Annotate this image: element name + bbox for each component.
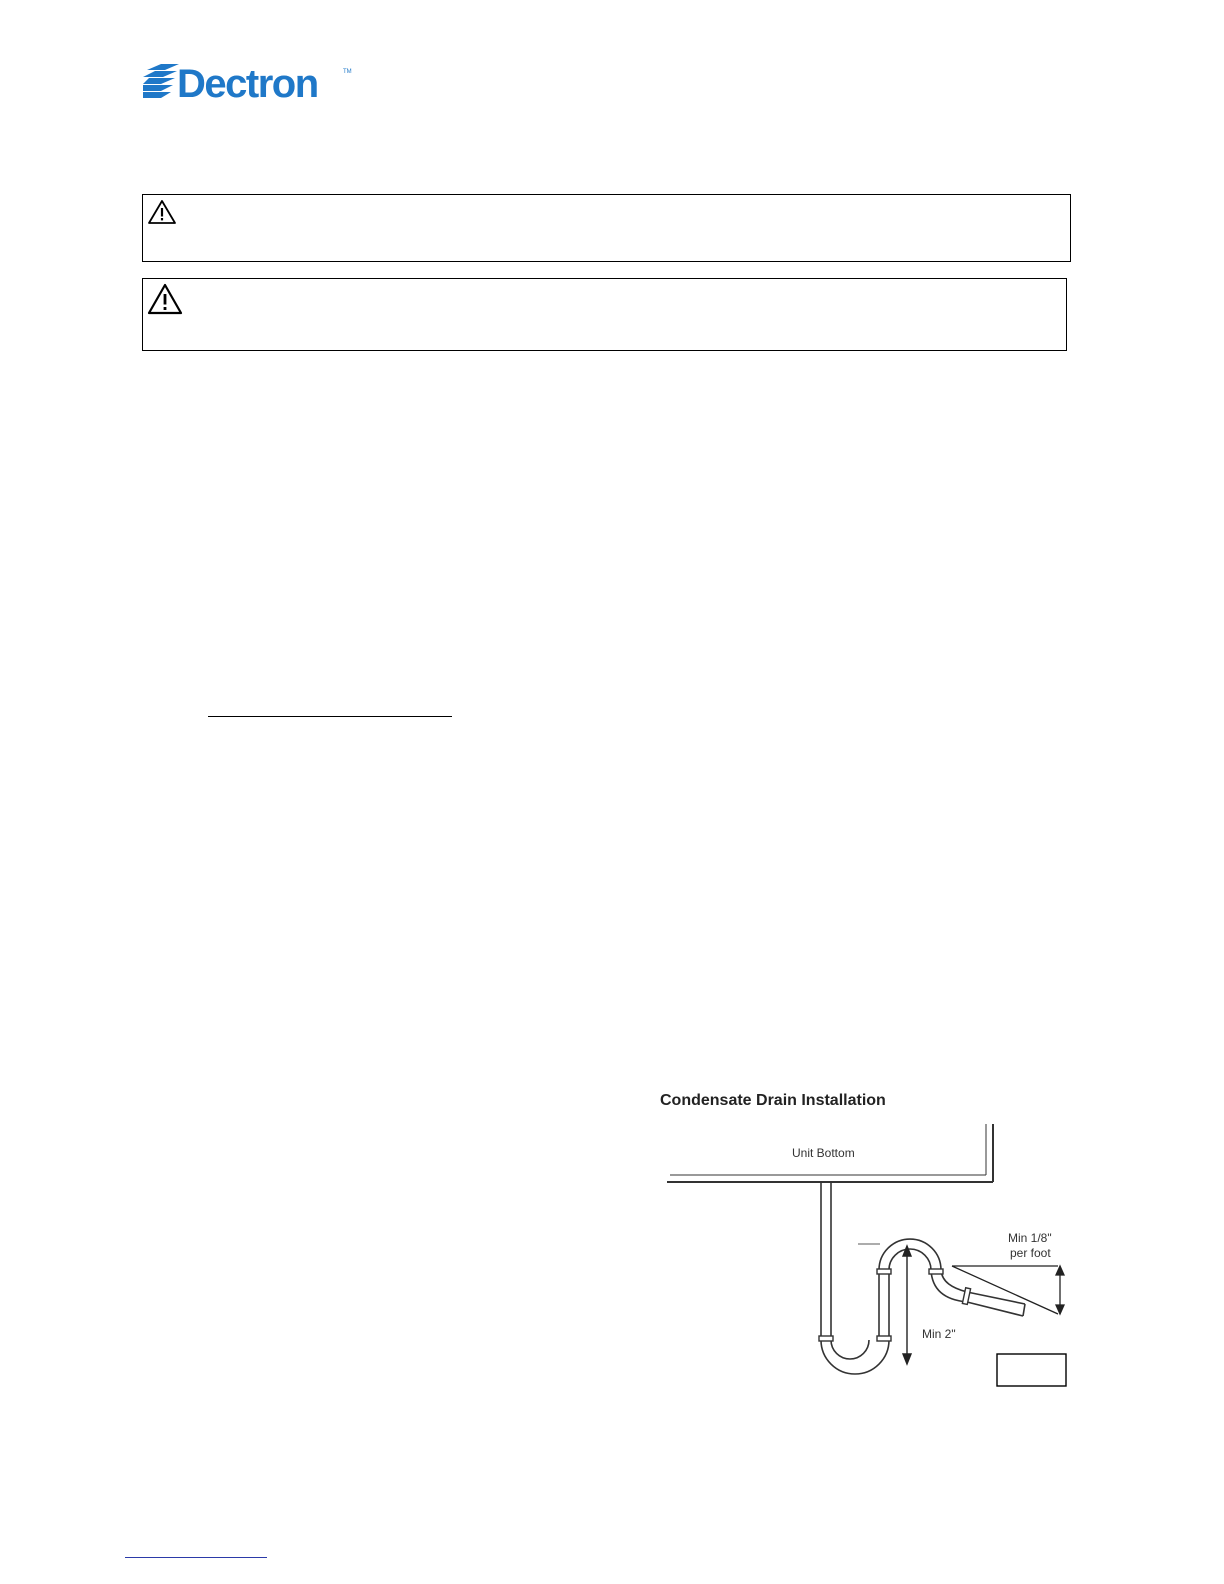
warning-triangle-icon [147, 283, 183, 315]
figure-title: Condensate Drain Installation [660, 1092, 886, 1109]
figure-number-box [997, 1354, 1066, 1386]
section-heading-underline [208, 716, 452, 717]
drain-pipe-trap [821, 1182, 1025, 1374]
unit-bottom-label: Unit Bottom [792, 1146, 855, 1160]
condensate-drain-figure [640, 1080, 1080, 1400]
trap-height-dimension [858, 1244, 911, 1364]
warning-box-1 [142, 194, 1071, 262]
logo-wordmark: Dectron [177, 62, 318, 102]
trademark-mark: TM [343, 69, 352, 75]
trap-height-label: Min 2" [922, 1327, 956, 1341]
warning-triangle-icon [147, 199, 177, 225]
footer-link-underline[interactable] [125, 1557, 267, 1558]
warning-box-2 [142, 278, 1067, 351]
slope-label-line1: Min 1/8" [1008, 1231, 1052, 1245]
dectron-logo [143, 62, 353, 102]
slope-label-line2: per foot [1010, 1246, 1051, 1260]
logo-stripes-mark [143, 64, 179, 98]
